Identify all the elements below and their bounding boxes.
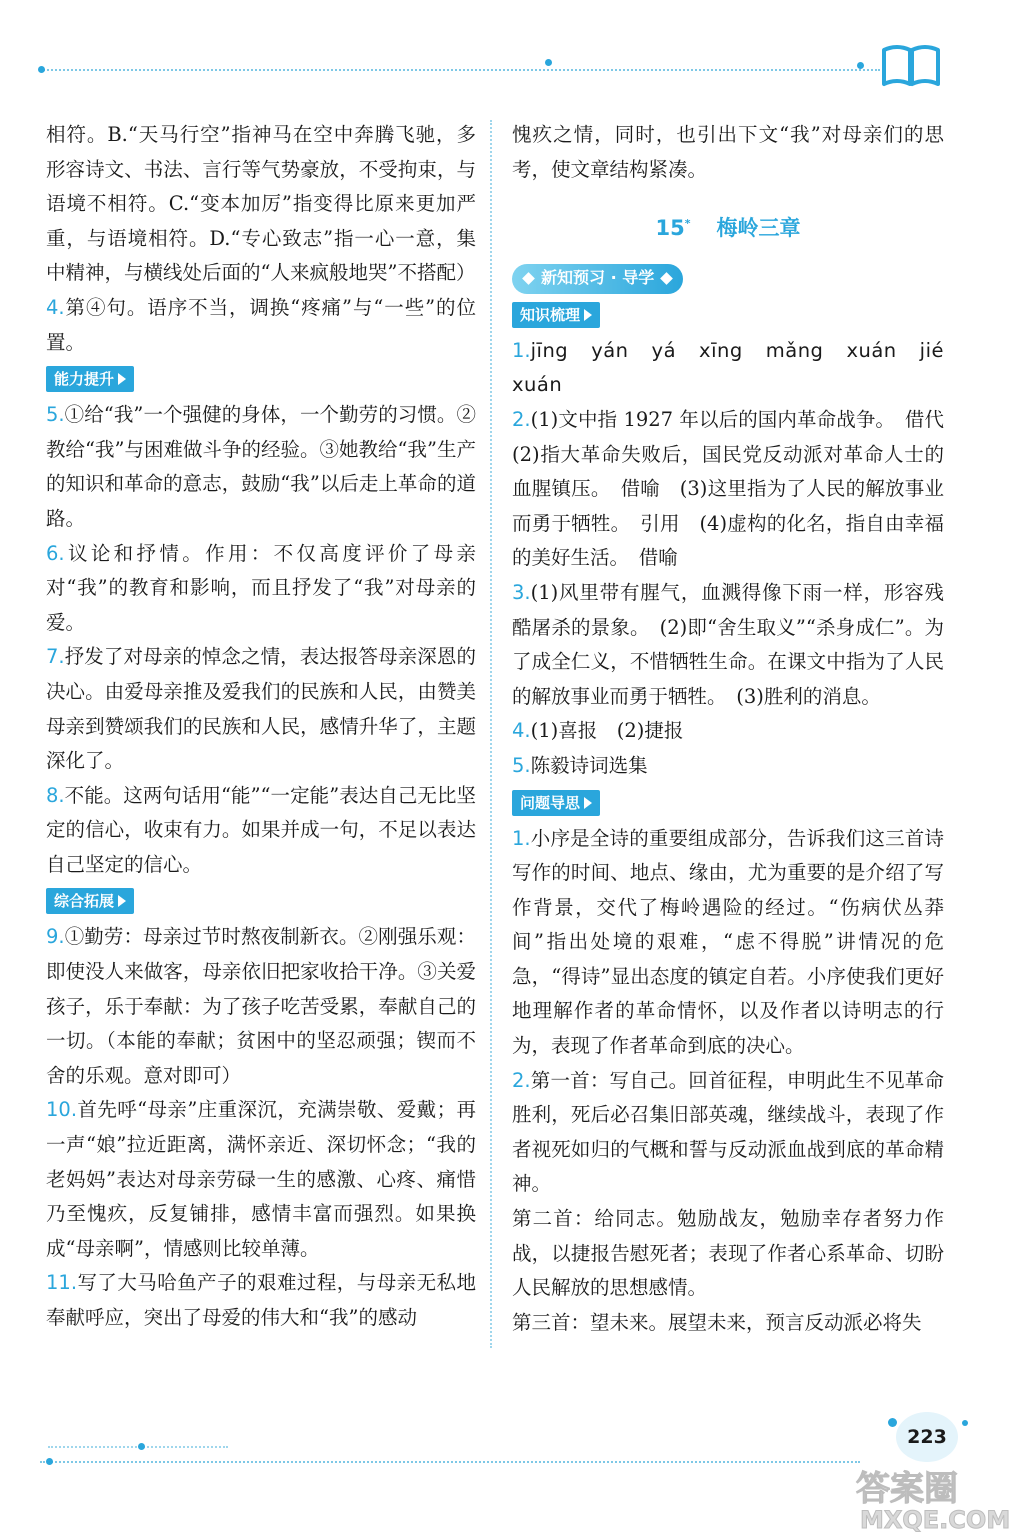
diamond-icon — [660, 272, 673, 285]
answer-continuation: 相符。B.“天马行空”指神马在空中奔腾飞驰，多形容诗文、书法、言行等气势豪放，不受拘束，与语境不相符。C.“变本加厉”指变得比原来更加严重，与语境相符。D.“专心致志”指一心一意，集中精神，与横线处后面的“人来疯般地哭”不搭配） — [46, 123, 476, 285]
footer-dot — [888, 1418, 897, 1427]
lesson-mark: * — [684, 217, 691, 231]
answer-item: 1.小序是全诗的重要组成部分，告诉我们这三首诗写作的时间、地点、缘由，尤为重要的是介绍了写作背景，交代了梅岭遇险的经过。“伤病伏丛莽间”指出处境的艰难，“虑不得脱”讲情况的危急，“得诗”显出态度的镇定自若。小序使我们更好地理解作者的革命情怀，以及作者以诗明志的行为，表现了作者革命到底的决心。 — [512, 826, 944, 1058]
header-rule — [40, 69, 880, 71]
book-icon — [880, 42, 942, 88]
answer-item: 8.不能。这两句话用“能”“一定能”表达自己无比坚定的信心，收束有力。如果并成一句，不足以表达自己坚定的信心。 — [46, 783, 476, 876]
answer-paragraph: 第三首：望未来。展望未来，预言反动派必将失 — [512, 1310, 922, 1334]
answer-item: 7.抒发了对母亲的悼念之情，表达报答母亲深恩的决心。由爱母亲推及爱我们的民族和人民，由赞美母亲到赞颂我们的民族和人民，感情升华了，主题深化了。 — [46, 645, 476, 773]
footer-dot — [962, 1420, 968, 1426]
svg-text:答案圈: 答案圈 — [856, 1469, 958, 1509]
arrow-icon — [584, 309, 592, 321]
answer-item: 2.第一首：写自己。回首征程，申明此生不见革命胜利，死后必召集旧部英魂，继续战斗，表现了作者视死如归的气概和誓与反动派血战到底的革命精神。 — [512, 1068, 944, 1196]
answer-item: 4.(1)喜报 (2)捷报 — [512, 719, 684, 743]
lesson-number: 15 — [655, 216, 685, 241]
column-divider — [490, 120, 492, 1348]
page-number: 223 — [896, 1412, 958, 1462]
arrow-icon — [584, 797, 592, 809]
answer-continuation: 愧疚之情，同时，也引出下文“我”对母亲们的思考，使文章结构紧凑。 — [512, 123, 944, 181]
left-column — [46, 118, 476, 1336]
answer-paragraph: 第二首：给同志。勉励战友，勉励幸存者努力作战，以捷报告慰死者；表现了作者心系革命、切盼人民解放的思想感情。 — [512, 1207, 944, 1300]
footer-dot — [46, 1458, 53, 1465]
lesson-title: 梅岭三章 — [716, 216, 801, 241]
answer-item: 5.①给“我”一个强健的身体，一个勤劳的习惯。②教给“我”与困难做斗争的经验。③她教给“我”生产的知识和革命的意志，鼓励“我”以后走上革命的道路。 — [46, 403, 476, 530]
diamond-icon — [522, 272, 535, 285]
header-dot — [38, 66, 45, 73]
header-dot — [545, 59, 552, 66]
svg-text:MXQE.COM: MXQE.COM — [860, 1506, 1011, 1532]
preview-banner: 新知预习 · 导学 — [512, 264, 683, 294]
watermark-logo — [852, 1460, 1022, 1532]
answer-item: 5.陈毅诗词选集 — [512, 753, 648, 777]
right-column — [512, 118, 965, 1340]
footer-dot — [138, 1443, 145, 1450]
answer-item: 1.jīng yán yá xīng mǎng xuán jié xuán — [512, 338, 965, 397]
answer-item: 9.①勤劳：母亲过节时熬夜制新衣。②刚强乐观：即使没人来做客，母亲依旧把家收拾干净。③关爱孩子，乐于奉献：为了孩子吃苦受累，奉献自己的一切。（本能的奉献；贫困中的坚忍顽强；锲而不舍的乐观。意对即可） — [46, 925, 476, 1087]
lesson-heading — [512, 207, 944, 246]
section-tag-ability: 能力提升 — [46, 366, 134, 392]
section-tag-question: 问题导思 — [512, 790, 600, 816]
answer-item: 3.(1)风里带有腥气，血溅得像下雨一样，形容残酷屠杀的景象。 (2)即“舍生取义”“杀身成仁”。为了成全仁义，不惜牺牲生命。在课文中指为了人民的解放事业而勇于牺牲。 (3)胜利的消息。 — [512, 580, 944, 708]
header-dot — [857, 62, 864, 69]
answer-item: 2.(1)文中指 1927 年以后的国内革命战争。 借代 (2)指大革命失败后，国民党反动派对革命人士的血腥镇压。 借喻 (3)这里指为了人民的解放事业而勇于牺牲。 引用 (4)虚构的化名，指自由幸福的美好生活。 借喻 — [512, 407, 964, 570]
answer-item: 6.议论和抒情。作用：不仅高度评价了母亲对“我”的教育和影响，而且抒发了“我”对母亲的爱。 — [46, 541, 476, 634]
arrow-icon — [118, 895, 126, 907]
footer-rule — [40, 1461, 860, 1463]
answer-item: 10.首先呼“母亲”庄重深沉，充满崇敬、爱戴；再一声“娘”拉近距离，满怀亲近、深切怀念；“我的老妈妈”表达对母亲劳碌一生的感激、心疼、痛惜乃至愧疚，反复铺排，感情丰富而强烈。如果换成“母亲啊”，情感则比较单薄。 — [46, 1098, 476, 1260]
answer-item: 11.写了大马哈鱼产子的艰难过程，与母亲无私地奉献呼应，突出了母爱的伟大和“我”的感动 — [46, 1271, 476, 1329]
arrow-icon — [118, 373, 126, 385]
section-tag-comprehensive: 综合拓展 — [46, 888, 134, 914]
answer-item: 4.第④句。语序不当，调换“疼痛”与“一些”的位置。 — [46, 295, 476, 354]
section-tag-knowledge: 知识梳理 — [512, 302, 600, 328]
